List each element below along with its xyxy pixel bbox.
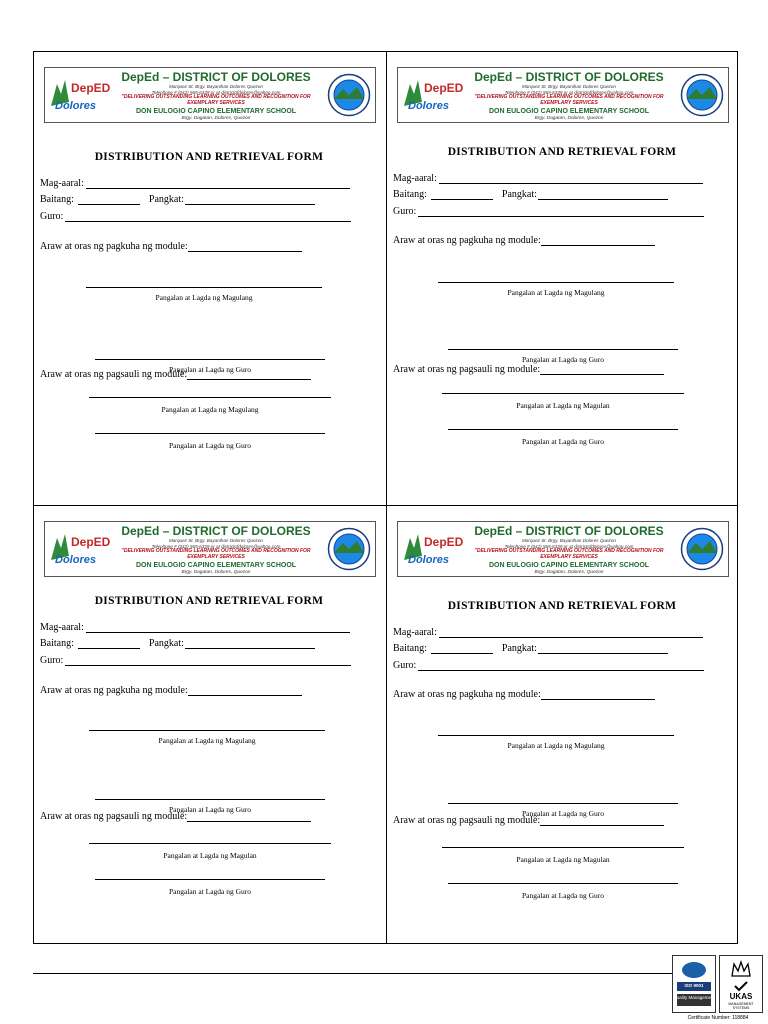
teacher-input-line[interactable] (65, 212, 351, 222)
student-input-line[interactable] (86, 179, 350, 189)
ukas-label: UKAS (729, 992, 753, 1001)
teacher-return-signature-line[interactable] (95, 879, 325, 880)
teacher-return-signature-caption: Pangalan at Lagda ng Guro (521, 891, 605, 900)
teacher-return-signature-caption: Pangalan at Lagda ng Guro (521, 437, 605, 446)
return-date-field[interactable] (393, 364, 664, 375)
section-input-line[interactable] (185, 195, 315, 205)
parent-signature-caption: Pangalan at Lagda ng Magulang (507, 741, 605, 750)
student-label: Mag-aaral: (393, 173, 437, 184)
parent-signature-caption: Pangalan at Lagda ng Magulang (507, 288, 605, 297)
teacher-input-line[interactable] (65, 656, 351, 666)
school-header (397, 67, 729, 123)
section-label: Pangkat: (148, 638, 184, 649)
district-title: DepEd – DISTRICT OF DOLORES (474, 524, 664, 538)
grade-label: Baitang: (40, 638, 74, 649)
footer-rule (33, 973, 673, 974)
school-name: DON EULOGIO CAPINO ELEMENTARY SCHOOL (488, 107, 650, 115)
teacher-signature-caption: Pangalan at Lagda ng Guro (168, 365, 252, 374)
return-label: Araw at oras ng pagsauli ng module: (40, 811, 188, 822)
svg-text:DepED: DepED (424, 535, 464, 549)
district-tagline: "DELIVERING OUTSTANDING LEARNING OUTCOMES AND RECOGNITION FOR EXEMPLARY SERVICES (121, 548, 311, 560)
teacher-field[interactable] (40, 211, 351, 222)
pickup-date-field[interactable] (393, 689, 655, 700)
ukas-badge (719, 955, 763, 1013)
pickup-date-field[interactable] (40, 685, 302, 696)
teacher-label: Guro: (393, 206, 417, 217)
parent-return-signature-line[interactable] (442, 393, 684, 394)
pickup-input-line[interactable] (188, 686, 302, 696)
pickup-label: Araw at oras ng pagkuha ng module: (393, 689, 541, 700)
student-field[interactable] (393, 627, 703, 638)
pickup-input-line[interactable] (541, 236, 655, 246)
student-input-line[interactable] (86, 623, 350, 633)
teacher-return-signature-line[interactable] (448, 883, 678, 884)
pickup-label: Araw at oras ng pagkuha ng module: (40, 685, 188, 696)
form-title: DISTRIBUTION AND RETRIEVAL FORM (447, 600, 677, 612)
svg-text:Dolores: Dolores (55, 554, 96, 566)
return-date-field[interactable] (40, 369, 311, 380)
parent-signature-caption: Pangalan at Lagda ng Magulang (158, 736, 256, 745)
parent-signature-line[interactable] (438, 282, 674, 283)
pickup-date-field[interactable] (393, 235, 655, 246)
school-address: Brgy. Dagatan, Dolores, Quezon (534, 569, 604, 575)
teacher-signature-line[interactable] (448, 349, 678, 350)
district-contact: Telephone # (042) 565-6339 or at districtofdolores@yahoo.com (504, 89, 634, 95)
teacher-signature-line[interactable] (95, 799, 325, 800)
return-input-line[interactable] (187, 812, 311, 822)
teacher-label: Guro: (393, 660, 417, 671)
grade-input-line[interactable] (78, 195, 140, 205)
school-name: DON EULOGIO CAPINO ELEMENTARY SCHOOL (488, 561, 650, 569)
certification-badges (672, 955, 764, 1021)
return-date-field[interactable] (393, 815, 664, 826)
student-label: Mag-aaral: (393, 627, 437, 638)
parent-signature-line[interactable] (86, 287, 322, 288)
school-header (397, 521, 729, 577)
district-contact: Telephone # (042) 565-6339 or at districtofdolores@yahoo.com (151, 89, 281, 95)
return-input-line[interactable] (187, 370, 311, 380)
student-label: Mag-aaral: (40, 178, 84, 189)
teacher-field[interactable] (40, 655, 351, 666)
student-input-line[interactable] (439, 628, 703, 638)
svg-text:Dolores: Dolores (55, 100, 96, 112)
teacher-signature-caption: Pangalan at Lagda ng Guro (521, 355, 605, 364)
school-seal-icon (680, 73, 724, 117)
school-header (44, 521, 376, 577)
student-field[interactable] (40, 178, 350, 189)
svg-text:Dolores: Dolores (408, 100, 449, 112)
deped-dolores-logo-icon (49, 530, 111, 568)
student-field[interactable] (393, 173, 703, 184)
form-card-2 (386, 51, 738, 504)
teacher-return-signature-line[interactable] (95, 433, 325, 434)
teacher-input-line[interactable] (418, 661, 704, 671)
district-contact: Telephone # (042) 565-6339 or at districtofdolores@yahoo.com (151, 543, 281, 549)
deped-dolores-logo-icon (49, 76, 111, 114)
school-name: DON EULOGIO CAPINO ELEMENTARY SCHOOL (135, 561, 297, 569)
grade-label: Baitang: (393, 643, 427, 654)
pickup-date-field[interactable] (40, 241, 302, 252)
teacher-signature-caption: Pangalan at Lagda ng Guro (168, 805, 252, 814)
school-header (44, 67, 376, 123)
section-input-line[interactable] (538, 190, 668, 200)
parent-return-signature-caption: Pangalan at Lagda ng Magulan (516, 401, 610, 410)
grade-input-line[interactable] (431, 644, 493, 654)
teacher-label: Guro: (40, 655, 64, 666)
district-tagline: "DELIVERING OUTSTANDING LEARNING OUTCOMES AND RECOGNITION FOR EXEMPLARY SERVICES (121, 94, 311, 106)
district-address: Marquez St. Brgy. Bayanihan Dolores Quezon (169, 538, 263, 543)
grade-input-line[interactable] (431, 190, 493, 200)
school-seal-icon (680, 527, 724, 571)
parent-signature-caption: Pangalan at Lagda ng Magulang (155, 293, 253, 302)
district-tagline: "DELIVERING OUTSTANDING LEARNING OUTCOMES AND RECOGNITION FOR EXEMPLARY SERVICES (474, 94, 664, 106)
svg-text:DepED: DepED (71, 81, 111, 95)
teacher-return-signature-caption: Pangalan at Lagda ng Guro (168, 887, 252, 896)
parent-signature-line[interactable] (438, 735, 674, 736)
return-label: Araw at oras ng pagsauli ng module: (393, 364, 541, 375)
school-name: DON EULOGIO CAPINO ELEMENTARY SCHOOL (135, 107, 297, 115)
svg-text:DepED: DepED (71, 535, 111, 549)
return-label: Araw at oras ng pagsauli ng module: (393, 815, 541, 826)
student-input-line[interactable] (439, 174, 703, 184)
teacher-signature-line[interactable] (95, 359, 325, 360)
return-input-line[interactable] (540, 365, 664, 375)
quality-label: Quality Management (673, 995, 715, 1000)
parent-return-signature-line[interactable] (89, 397, 331, 398)
school-seal-icon (327, 73, 371, 117)
pickup-label: Araw at oras ng pagkuha ng module: (40, 241, 188, 252)
teacher-signature-caption: Pangalan at Lagda ng Guro (521, 809, 605, 818)
teacher-signature-line[interactable] (448, 803, 678, 804)
section-label: Pangkat: (148, 194, 184, 205)
school-address: Brgy. Dagatan, Dolores, Quezon (181, 115, 251, 121)
district-address: Marquez St. Brgy. Bayanihan Dolores Quezon (169, 84, 263, 89)
section-label: Pangkat: (501, 643, 537, 654)
svg-text:DepED: DepED (424, 81, 464, 95)
pickup-label: Araw at oras ng pagkuha ng module: (393, 235, 541, 246)
section-input-line[interactable] (538, 644, 668, 654)
teacher-field[interactable] (393, 206, 704, 217)
district-title: DepEd – DISTRICT OF DOLORES (121, 524, 311, 538)
teacher-label: Guro: (40, 211, 64, 222)
grade-input-line[interactable] (78, 639, 140, 649)
grade-label: Baitang: (40, 194, 74, 205)
form-title: DISTRIBUTION AND RETRIEVAL FORM (94, 595, 324, 607)
grade-section-field[interactable] (393, 643, 668, 654)
district-address: Marquez St. Brgy. Bayanihan Dolores Quezon (522, 84, 616, 89)
certificate-number: Certificate Number: 118884 (687, 1015, 749, 1021)
parent-return-signature-caption: Pangalan at Lagda ng Magulan (516, 855, 610, 864)
pickup-input-line[interactable] (541, 690, 655, 700)
school-seal-icon (327, 527, 371, 571)
return-date-field[interactable] (40, 811, 311, 822)
school-address: Brgy. Dagatan, Dolores, Quezon (534, 115, 604, 121)
form-title: DISTRIBUTION AND RETRIEVAL FORM (447, 146, 677, 158)
grade-section-field[interactable] (40, 194, 315, 205)
district-tagline: "DELIVERING OUTSTANDING LEARNING OUTCOMES AND RECOGNITION FOR EXEMPLARY SERVICES (474, 548, 664, 560)
return-input-line[interactable] (540, 816, 664, 826)
parent-return-signature-line[interactable] (442, 847, 684, 848)
parent-signature-line[interactable] (89, 730, 325, 731)
section-label: Pangkat: (501, 189, 537, 200)
district-title: DepEd – DISTRICT OF DOLORES (474, 70, 664, 84)
teacher-field[interactable] (393, 660, 704, 671)
teacher-return-signature-caption: Pangalan at Lagda ng Guro (168, 441, 252, 450)
grade-section-field[interactable] (40, 638, 315, 649)
teacher-input-line[interactable] (418, 207, 704, 217)
parent-return-signature-caption: Pangalan at Lagda ng Magulang (161, 405, 259, 414)
teacher-return-signature-line[interactable] (448, 429, 678, 430)
parent-return-signature-caption: Pangalan at Lagda ng Magulan (163, 851, 257, 860)
svg-text:Dolores: Dolores (408, 554, 449, 566)
pickup-input-line[interactable] (188, 242, 302, 252)
iso-badge (672, 955, 716, 1013)
form-card-4 (386, 505, 738, 958)
form-card-3 (33, 505, 385, 958)
form-card-1 (33, 51, 385, 504)
ukas-sub-label: MANAGEMENT SYSTEMS (728, 1002, 754, 1010)
parent-return-signature-line[interactable] (89, 843, 331, 844)
grade-section-field[interactable] (393, 189, 668, 200)
grade-label: Baitang: (393, 189, 427, 200)
iso-label: ISO 9001 (684, 983, 704, 988)
return-label: Araw at oras ng pagsauli ng module: (40, 369, 188, 380)
deped-dolores-logo-icon (402, 76, 464, 114)
district-title: DepEd – DISTRICT OF DOLORES (121, 70, 311, 84)
student-field[interactable] (40, 622, 350, 633)
section-input-line[interactable] (185, 639, 315, 649)
deped-dolores-logo-icon (402, 530, 464, 568)
form-title: DISTRIBUTION AND RETRIEVAL FORM (94, 151, 324, 163)
district-address: Marquez St. Brgy. Bayanihan Dolores Quezon (522, 538, 616, 543)
school-address: Brgy. Dagatan, Dolores, Quezon (181, 569, 251, 575)
district-contact: Telephone # (042) 565-6339 or at districtofdolores@yahoo.com (504, 543, 634, 549)
student-label: Mag-aaral: (40, 622, 84, 633)
